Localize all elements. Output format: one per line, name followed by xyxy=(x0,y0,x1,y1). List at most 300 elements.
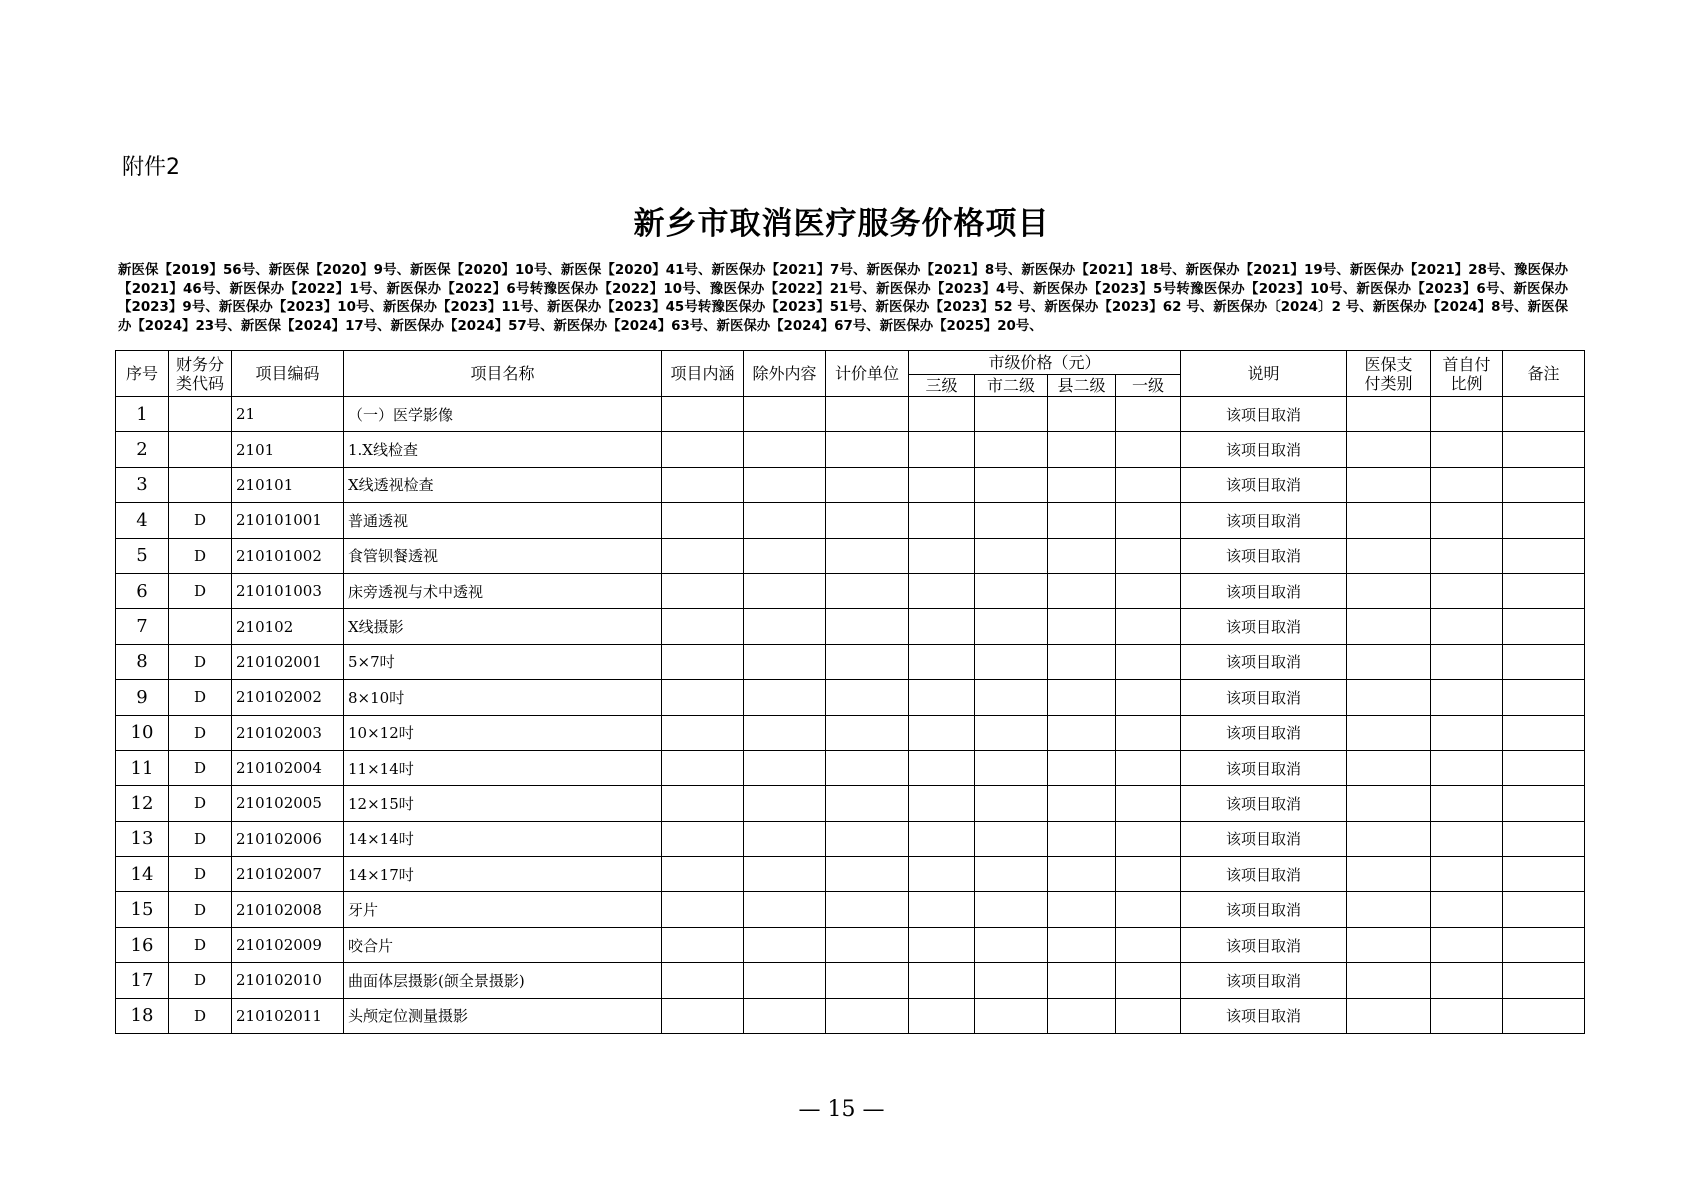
table-row xyxy=(116,786,1585,821)
row-level1-price xyxy=(1116,503,1181,538)
row-content xyxy=(662,857,744,892)
row-county-level2-price xyxy=(1048,927,1116,962)
row-county-level2-price xyxy=(1048,715,1116,750)
row-description: 该项目取消 xyxy=(1181,680,1347,715)
header-fin-code: 财务分类代码 xyxy=(169,351,232,397)
row-level3-price xyxy=(909,963,975,998)
row-content xyxy=(662,538,744,573)
row-item-code: 210102002 xyxy=(232,680,344,715)
row-self-pay-ratio xyxy=(1431,397,1503,432)
table-row xyxy=(116,573,1585,608)
row-content xyxy=(662,821,744,856)
row-insurance-type xyxy=(1347,573,1431,608)
row-self-pay-ratio xyxy=(1431,892,1503,927)
row-county-level2-price xyxy=(1048,609,1116,644)
row-item-code: 210102008 xyxy=(232,892,344,927)
row-seq: 12 xyxy=(116,786,169,821)
row-insurance-type xyxy=(1347,927,1431,962)
row-item-code: 210102004 xyxy=(232,750,344,785)
row-remarks xyxy=(1503,927,1585,962)
row-insurance-type xyxy=(1347,644,1431,679)
row-remarks xyxy=(1503,786,1585,821)
row-description: 该项目取消 xyxy=(1181,963,1347,998)
row-city-level2-price xyxy=(975,892,1048,927)
row-seq: 1 xyxy=(116,397,169,432)
row-level3-price xyxy=(909,857,975,892)
row-unit xyxy=(826,503,909,538)
row-seq: 2 xyxy=(116,432,169,467)
row-self-pay-ratio xyxy=(1431,750,1503,785)
row-city-level2-price xyxy=(975,503,1048,538)
row-description: 该项目取消 xyxy=(1181,573,1347,608)
attachment-label: 附件2 xyxy=(122,155,180,180)
row-excluded xyxy=(744,609,826,644)
row-seq: 9 xyxy=(116,680,169,715)
header-remarks: 备注 xyxy=(1503,351,1585,397)
row-city-level2-price xyxy=(975,538,1048,573)
row-level1-price xyxy=(1116,715,1181,750)
row-level1-price xyxy=(1116,786,1181,821)
row-level1-price xyxy=(1116,963,1181,998)
header-description: 说明 xyxy=(1181,351,1347,397)
row-level1-price xyxy=(1116,750,1181,785)
row-remarks xyxy=(1503,538,1585,573)
row-item-code: 210102011 xyxy=(232,998,344,1033)
row-excluded xyxy=(744,750,826,785)
row-level1-price xyxy=(1116,573,1181,608)
row-level3-price xyxy=(909,432,975,467)
row-seq: 18 xyxy=(116,998,169,1033)
row-description: 该项目取消 xyxy=(1181,715,1347,750)
row-self-pay-ratio xyxy=(1431,786,1503,821)
row-city-level2-price xyxy=(975,467,1048,502)
row-level3-price xyxy=(909,573,975,608)
row-remarks xyxy=(1503,609,1585,644)
header-self-pay-ratio: 首自付比例 xyxy=(1431,351,1503,397)
row-item-code: 210102003 xyxy=(232,715,344,750)
row-excluded xyxy=(744,573,826,608)
row-level3-price xyxy=(909,644,975,679)
row-level3-price xyxy=(909,538,975,573)
row-self-pay-ratio xyxy=(1431,927,1503,962)
header-seq: 序号 xyxy=(116,351,169,397)
row-fin-code: D xyxy=(169,821,232,856)
row-county-level2-price xyxy=(1048,857,1116,892)
row-content xyxy=(662,750,744,785)
row-level1-price xyxy=(1116,467,1181,502)
row-city-level2-price xyxy=(975,963,1048,998)
row-fin-code xyxy=(169,397,232,432)
row-item-code: 21 xyxy=(232,397,344,432)
row-content xyxy=(662,573,744,608)
row-item-name: 12×15吋 xyxy=(344,786,662,821)
row-item-code: 210101003 xyxy=(232,573,344,608)
row-county-level2-price xyxy=(1048,786,1116,821)
row-unit xyxy=(826,609,909,644)
row-seq: 3 xyxy=(116,467,169,502)
row-description: 该项目取消 xyxy=(1181,538,1347,573)
row-content xyxy=(662,503,744,538)
row-remarks xyxy=(1503,892,1585,927)
table-row xyxy=(116,503,1585,538)
row-city-level2-price xyxy=(975,857,1048,892)
row-self-pay-ratio xyxy=(1431,432,1503,467)
row-item-code: 210102009 xyxy=(232,927,344,962)
row-self-pay-ratio xyxy=(1431,857,1503,892)
row-excluded xyxy=(744,821,826,856)
row-description: 该项目取消 xyxy=(1181,432,1347,467)
row-city-level2-price xyxy=(975,998,1048,1033)
row-level3-price xyxy=(909,609,975,644)
row-city-level2-price xyxy=(975,750,1048,785)
page-number: — 15 — xyxy=(798,1097,885,1122)
row-item-code: 210102007 xyxy=(232,857,344,892)
row-seq: 6 xyxy=(116,573,169,608)
row-seq: 10 xyxy=(116,715,169,750)
row-excluded xyxy=(744,503,826,538)
row-item-name: 牙片 xyxy=(344,892,662,927)
row-level3-price xyxy=(909,680,975,715)
row-self-pay-ratio xyxy=(1431,821,1503,856)
row-seq: 16 xyxy=(116,927,169,962)
row-unit xyxy=(826,680,909,715)
row-seq: 13 xyxy=(116,821,169,856)
row-fin-code: D xyxy=(169,857,232,892)
row-excluded xyxy=(744,998,826,1033)
row-description: 该项目取消 xyxy=(1181,750,1347,785)
row-county-level2-price xyxy=(1048,432,1116,467)
row-unit xyxy=(826,786,909,821)
row-self-pay-ratio xyxy=(1431,644,1503,679)
row-county-level2-price xyxy=(1048,538,1116,573)
row-item-code: 210101002 xyxy=(232,538,344,573)
row-content xyxy=(662,609,744,644)
row-excluded xyxy=(744,644,826,679)
row-insurance-type xyxy=(1347,892,1431,927)
row-fin-code xyxy=(169,609,232,644)
row-county-level2-price xyxy=(1048,998,1116,1033)
row-insurance-type xyxy=(1347,680,1431,715)
row-unit xyxy=(826,715,909,750)
table-row xyxy=(116,857,1585,892)
row-insurance-type xyxy=(1347,397,1431,432)
table-row xyxy=(116,467,1585,502)
row-content xyxy=(662,998,744,1033)
row-description: 该项目取消 xyxy=(1181,857,1347,892)
row-content xyxy=(662,467,744,502)
row-insurance-type xyxy=(1347,998,1431,1033)
row-remarks xyxy=(1503,680,1585,715)
row-remarks xyxy=(1503,715,1585,750)
row-content xyxy=(662,963,744,998)
row-self-pay-ratio xyxy=(1431,467,1503,502)
row-description: 该项目取消 xyxy=(1181,397,1347,432)
row-seq: 4 xyxy=(116,503,169,538)
row-seq: 14 xyxy=(116,857,169,892)
row-excluded xyxy=(744,680,826,715)
row-city-level2-price xyxy=(975,573,1048,608)
row-insurance-type xyxy=(1347,467,1431,502)
row-level1-price xyxy=(1116,892,1181,927)
row-item-code: 210101 xyxy=(232,467,344,502)
row-item-name: 咬合片 xyxy=(344,927,662,962)
row-item-code: 210102 xyxy=(232,609,344,644)
row-description: 该项目取消 xyxy=(1181,467,1347,502)
table-row xyxy=(116,821,1585,856)
table-row xyxy=(116,998,1585,1033)
row-seq: 11 xyxy=(116,750,169,785)
row-unit xyxy=(826,821,909,856)
row-city-level2-price xyxy=(975,609,1048,644)
row-unit xyxy=(826,432,909,467)
row-content xyxy=(662,786,744,821)
row-fin-code: D xyxy=(169,750,232,785)
row-item-name: （一）医学影像 xyxy=(344,397,662,432)
row-county-level2-price xyxy=(1048,573,1116,608)
row-county-level2-price xyxy=(1048,644,1116,679)
row-item-name: 14×17吋 xyxy=(344,857,662,892)
row-content xyxy=(662,927,744,962)
row-excluded xyxy=(744,963,826,998)
row-unit xyxy=(826,644,909,679)
header-unit: 计价单位 xyxy=(826,351,909,397)
row-remarks xyxy=(1503,432,1585,467)
row-remarks xyxy=(1503,397,1585,432)
row-level1-price xyxy=(1116,538,1181,573)
row-content xyxy=(662,432,744,467)
row-unit xyxy=(826,397,909,432)
row-content xyxy=(662,397,744,432)
row-level3-price xyxy=(909,892,975,927)
table-row xyxy=(116,644,1585,679)
row-description: 该项目取消 xyxy=(1181,786,1347,821)
row-county-level2-price xyxy=(1048,397,1116,432)
row-insurance-type xyxy=(1347,857,1431,892)
row-item-code: 2101 xyxy=(232,432,344,467)
row-remarks xyxy=(1503,857,1585,892)
row-excluded xyxy=(744,715,826,750)
table-row xyxy=(116,432,1585,467)
table-row xyxy=(116,750,1585,785)
row-remarks xyxy=(1503,573,1585,608)
row-insurance-type xyxy=(1347,750,1431,785)
row-fin-code xyxy=(169,432,232,467)
row-item-name: 食管钡餐透视 xyxy=(344,538,662,573)
row-insurance-type xyxy=(1347,821,1431,856)
row-remarks xyxy=(1503,998,1585,1033)
row-self-pay-ratio xyxy=(1431,503,1503,538)
row-description: 该项目取消 xyxy=(1181,892,1347,927)
row-fin-code: D xyxy=(169,715,232,750)
row-unit xyxy=(826,467,909,502)
row-item-name: 10×12吋 xyxy=(344,715,662,750)
row-item-name: 8×10吋 xyxy=(344,680,662,715)
row-fin-code: D xyxy=(169,538,232,573)
row-excluded xyxy=(744,892,826,927)
row-item-name: 5×7吋 xyxy=(344,644,662,679)
row-insurance-type xyxy=(1347,432,1431,467)
row-unit xyxy=(826,573,909,608)
row-county-level2-price xyxy=(1048,750,1116,785)
row-level3-price xyxy=(909,821,975,856)
row-fin-code: D xyxy=(169,573,232,608)
row-level1-price xyxy=(1116,927,1181,962)
row-county-level2-price xyxy=(1048,467,1116,502)
row-excluded xyxy=(744,786,826,821)
header-level1: 一级 xyxy=(1116,375,1181,397)
row-insurance-type xyxy=(1347,538,1431,573)
row-fin-code: D xyxy=(169,963,232,998)
row-self-pay-ratio xyxy=(1431,998,1503,1033)
row-excluded xyxy=(744,538,826,573)
table-row xyxy=(116,538,1585,573)
row-county-level2-price xyxy=(1048,821,1116,856)
row-unit xyxy=(826,892,909,927)
row-unit xyxy=(826,998,909,1033)
row-self-pay-ratio xyxy=(1431,715,1503,750)
row-seq: 15 xyxy=(116,892,169,927)
row-self-pay-ratio xyxy=(1431,963,1503,998)
row-level3-price xyxy=(909,998,975,1033)
row-unit xyxy=(826,857,909,892)
row-unit xyxy=(826,927,909,962)
row-item-name: 床旁透视与术中透视 xyxy=(344,573,662,608)
header-city-price: 市级价格（元） xyxy=(909,351,1181,375)
row-county-level2-price xyxy=(1048,503,1116,538)
row-seq: 8 xyxy=(116,644,169,679)
row-item-name: 14×14吋 xyxy=(344,821,662,856)
header-city-level2: 市二级 xyxy=(975,375,1048,397)
header-county-level2: 县二级 xyxy=(1048,375,1116,397)
table-row xyxy=(116,609,1585,644)
row-level3-price xyxy=(909,397,975,432)
row-self-pay-ratio xyxy=(1431,609,1503,644)
row-level1-price xyxy=(1116,998,1181,1033)
row-self-pay-ratio xyxy=(1431,680,1503,715)
header-item-name: 项目名称 xyxy=(344,351,662,397)
row-remarks xyxy=(1503,644,1585,679)
row-item-code: 210102010 xyxy=(232,963,344,998)
row-description: 该项目取消 xyxy=(1181,609,1347,644)
row-city-level2-price xyxy=(975,432,1048,467)
row-item-name: 曲面体层摄影(颌全景摄影) xyxy=(344,963,662,998)
row-seq: 17 xyxy=(116,963,169,998)
row-unit xyxy=(826,750,909,785)
row-remarks xyxy=(1503,821,1585,856)
row-remarks xyxy=(1503,750,1585,785)
row-content xyxy=(662,892,744,927)
row-level3-price xyxy=(909,503,975,538)
row-seq: 5 xyxy=(116,538,169,573)
table-row xyxy=(116,927,1585,962)
row-fin-code: D xyxy=(169,644,232,679)
row-self-pay-ratio xyxy=(1431,538,1503,573)
row-description: 该项目取消 xyxy=(1181,998,1347,1033)
row-seq: 7 xyxy=(116,609,169,644)
row-insurance-type xyxy=(1347,963,1431,998)
row-fin-code: D xyxy=(169,503,232,538)
row-city-level2-price xyxy=(975,927,1048,962)
row-fin-code xyxy=(169,467,232,502)
row-level1-price xyxy=(1116,432,1181,467)
row-county-level2-price xyxy=(1048,680,1116,715)
row-level1-price xyxy=(1116,644,1181,679)
header-level3: 三级 xyxy=(909,375,975,397)
row-city-level2-price xyxy=(975,715,1048,750)
table-row xyxy=(116,715,1585,750)
row-insurance-type xyxy=(1347,503,1431,538)
row-level1-price xyxy=(1116,857,1181,892)
row-excluded xyxy=(744,397,826,432)
row-county-level2-price xyxy=(1048,963,1116,998)
row-self-pay-ratio xyxy=(1431,573,1503,608)
row-remarks xyxy=(1503,467,1585,502)
row-city-level2-price xyxy=(975,786,1048,821)
row-excluded xyxy=(744,467,826,502)
row-level3-price xyxy=(909,715,975,750)
row-level1-price xyxy=(1116,397,1181,432)
row-excluded xyxy=(744,927,826,962)
row-description: 该项目取消 xyxy=(1181,821,1347,856)
table-row xyxy=(116,680,1585,715)
row-item-code: 210101001 xyxy=(232,503,344,538)
row-item-name: 11×14吋 xyxy=(344,750,662,785)
row-item-name: X线透视检查 xyxy=(344,467,662,502)
row-content xyxy=(662,715,744,750)
row-fin-code: D xyxy=(169,892,232,927)
row-fin-code: D xyxy=(169,680,232,715)
row-city-level2-price xyxy=(975,397,1048,432)
row-description: 该项目取消 xyxy=(1181,503,1347,538)
row-item-name: 头颅定位测量摄影 xyxy=(344,998,662,1033)
row-city-level2-price xyxy=(975,644,1048,679)
row-description: 该项目取消 xyxy=(1181,927,1347,962)
row-item-code: 210102005 xyxy=(232,786,344,821)
table-row xyxy=(116,397,1585,432)
row-city-level2-price xyxy=(975,680,1048,715)
table-row xyxy=(116,963,1585,998)
row-remarks xyxy=(1503,503,1585,538)
cancelled-items-table xyxy=(115,350,1585,1034)
row-insurance-type xyxy=(1347,786,1431,821)
table-row xyxy=(116,892,1585,927)
row-content xyxy=(662,644,744,679)
page-title: 新乡市取消医疗服务价格项目 xyxy=(633,206,1050,242)
row-level1-price xyxy=(1116,821,1181,856)
row-excluded xyxy=(744,432,826,467)
row-item-name: 普通透视 xyxy=(344,503,662,538)
row-fin-code: D xyxy=(169,786,232,821)
row-item-name: 1.X线检查 xyxy=(344,432,662,467)
reference-documents: 新医保【2019】56号、新医保【2020】9号、新医保【2020】10号、新医保【2020】41号、新医保办【2021】7号、新医保办【2021】8号、新医保办【2021】18号、新医保办【2021】19号、新医保办【2021】28号、豫医保办【2021】46号、新医保办【2022】1号、新医保办【2022】6号转豫医保办【2022】10号、豫医保办【2022】21号、新医保办【2023】4号、新医保办【2023】5号转豫医保办【2023】10号、新医保办【2023】6号、新医保办【2023】9号、新医保办【2023】10号、新医保办【2023】11号、新医保办【2023】45号转豫医保办【2023】51号、新医保办【2023】52 号、新医保办【2023】62 号、新医保办〔2024〕2 号、新医保办【2024】8号、新医保办【2024】23号、新医保【2024】17号、新医保办【2024】57号、新医保办【2024】63号、新医保办【2024】67号、新医保办【2025】20号、 xyxy=(118,263,1568,334)
row-insurance-type xyxy=(1347,715,1431,750)
row-fin-code: D xyxy=(169,998,232,1033)
row-county-level2-price xyxy=(1048,892,1116,927)
row-remarks xyxy=(1503,963,1585,998)
header-insurance-type: 医保支付类别 xyxy=(1347,351,1431,397)
row-item-name: X线摄影 xyxy=(344,609,662,644)
row-item-code: 210102006 xyxy=(232,821,344,856)
row-description: 该项目取消 xyxy=(1181,644,1347,679)
row-content xyxy=(662,680,744,715)
row-unit xyxy=(826,963,909,998)
row-level3-price xyxy=(909,927,975,962)
row-level3-price xyxy=(909,467,975,502)
row-unit xyxy=(826,538,909,573)
header-item-code: 项目编码 xyxy=(232,351,344,397)
row-level3-price xyxy=(909,750,975,785)
row-level1-price xyxy=(1116,609,1181,644)
